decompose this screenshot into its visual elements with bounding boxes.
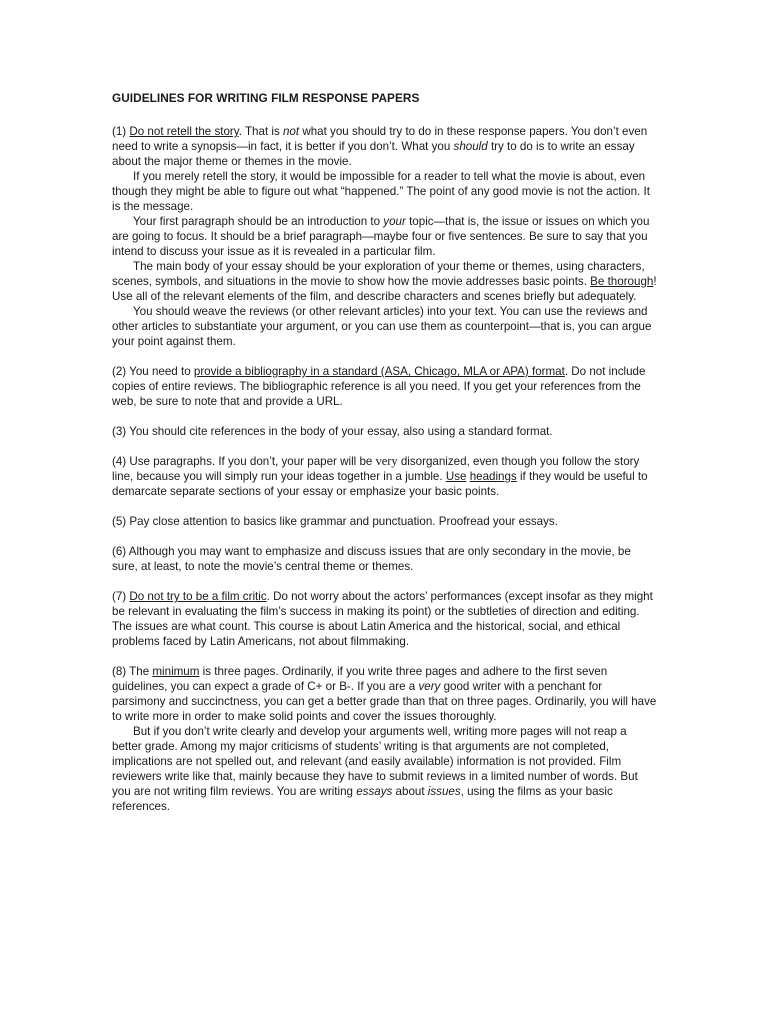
text-run: (1): [112, 125, 130, 138]
guideline-1-paragraph-5: You should weave the reviews (or other relevant articles) into your text. You can use the reviews and other articles to substantiate your argument, or you can use them as counterpoint—that is, you can argue your point against them.: [112, 305, 652, 348]
text-run: . Do not include copies of entire reviews. The bibliographic reference is all you need. If you get your references from the web, be sure to note that and provide a URL.: [112, 365, 646, 408]
text-run: , using the films as your basic references.: [112, 785, 613, 813]
guideline-2-paragraph: [112, 364, 658, 409]
text-run: . Do not worry about the actors’ performances (except insofar as they might be relevant in evaluating the film’s success in making its point) or the subtleties of direction and editing. The issues are what count. This course is about Latin America and the historical, social, and ethical problems faced by Latin Americans, not about filmmaking.: [112, 590, 653, 648]
guideline-8-paragraph-2: [112, 724, 658, 814]
guideline-5-paragraph: (5) Pay close attention to basics like grammar and punctuation. Proofread your essays.: [112, 515, 558, 528]
text-run: what you should try to do in these response papers. You don’t even need to write a synopsis—in fact, it is better if you don’t. What you: [112, 125, 648, 153]
text-run: about: [392, 785, 428, 798]
underlined-phrase: Do not retell the story: [129, 125, 239, 138]
guideline-7: [112, 589, 658, 649]
italic-word: very: [418, 680, 441, 693]
text-run: if they would be useful to demarcate separate sections of your essay or emphasize your basic points.: [112, 470, 648, 498]
text-run: good writer with a penchant for parsimony and succinctness, you can get a better grade than that on three pages. Ordinarily, you will have to write more in order to make solid points and cover the issues thoroughly.: [112, 680, 657, 723]
guideline-7-paragraph: [112, 589, 658, 649]
guideline-8: [112, 664, 658, 814]
underlined-phrase: Be thorough: [590, 275, 654, 288]
text-run: But if you don’t write clearly and develop your arguments well, writing more pages will not reap a better grade. Among my major criticisms of students’ writing is that arguments are not completed, implications are not spelled out, and relevant (and easily available) information is not provided. Film reviewers write like that, mainly because they have to submit reviews in a limited number of words. But you are not writing film reviews. You are writing: [112, 725, 638, 798]
guideline-6-paragraph: (6) Although you may want to emphasize and discuss issues that are only secondary in the movie, be sure, at least, to note the movie’s central theme or themes.: [112, 545, 631, 573]
text-run: try to do is to write an essay about the major theme or themes in the movie.: [112, 140, 635, 168]
underlined-phrase: Use: [445, 470, 467, 483]
underlined-phrase: headings: [469, 470, 517, 483]
text-run: (4) Use paragraphs. If you don’t, your paper will be: [112, 455, 376, 468]
guideline-8-paragraph-1: [112, 664, 658, 724]
underlined-phrase: Do not try to be a film critic: [129, 590, 267, 603]
guideline-3: [112, 424, 658, 439]
text-run: . That is: [238, 125, 283, 138]
guideline-3-paragraph: (3) You should cite references in the body of your essay, also using a standard format.: [112, 425, 553, 438]
guideline-4-paragraph: [112, 454, 658, 499]
italic-word: issues: [427, 785, 461, 798]
italic-word: not: [282, 125, 300, 138]
italic-word: should: [453, 140, 488, 153]
guideline-1-paragraph-2: If you merely retell the story, it would be impossible for a reader to tell what the movie is about, even though they might be able to figure out what “happened.” The point of any good movie is not the action. It is the message.: [112, 170, 650, 213]
text-run: is three pages. Ordinarily, if you write three pages and adhere to the first seven guidelines, you can expect a grade of C+ or B-. If you are a: [112, 665, 608, 693]
text-run: Your first paragraph should be an introduction to: [133, 215, 384, 228]
document-title: GUIDELINES FOR WRITING FILM RESPONSE PAPERS: [112, 91, 420, 105]
text-run: (8) The: [112, 665, 153, 678]
text-run: (2) You need to: [112, 365, 194, 378]
serif-word: very: [375, 454, 398, 468]
guideline-1-paragraph-1: [112, 124, 658, 169]
guideline-1-paragraph-3: [112, 214, 658, 259]
guideline-5: [112, 514, 658, 529]
text-run: topic—that is, the issue or issues on which you are going to focus. It should be a brief paragraph—maybe four or five sentences. Be sure to say that you intend to discuss your issue as it is revealed in a particular film.: [112, 215, 650, 258]
text-run: The main body of your essay should be your exploration of your theme or themes, using characters, scenes, symbols, and situations in the movie to show how the movie addresses basic points.: [112, 260, 645, 288]
italic-word: essays: [356, 785, 393, 798]
guideline-4: [112, 454, 658, 499]
underlined-phrase: provide a bibliography in a standard (ASA, Chicago, MLA or APA) format: [193, 365, 565, 378]
guideline-1-paragraph-4: [112, 259, 658, 304]
guideline-2: [112, 364, 658, 409]
underlined-phrase: minimum: [152, 665, 200, 678]
document-page: [112, 91, 658, 829]
italic-word: your: [383, 215, 406, 228]
text-run: ! Use all of the relevant elements of the film, and describe characters and scenes briefly but adequately.: [112, 275, 657, 303]
guideline-1: [112, 124, 658, 349]
text-run: disorganized, even though you follow the story line, because you will simply run your ideas together in a jumble.: [112, 455, 640, 483]
text-run: (7): [112, 590, 130, 603]
guideline-6: [112, 544, 658, 574]
